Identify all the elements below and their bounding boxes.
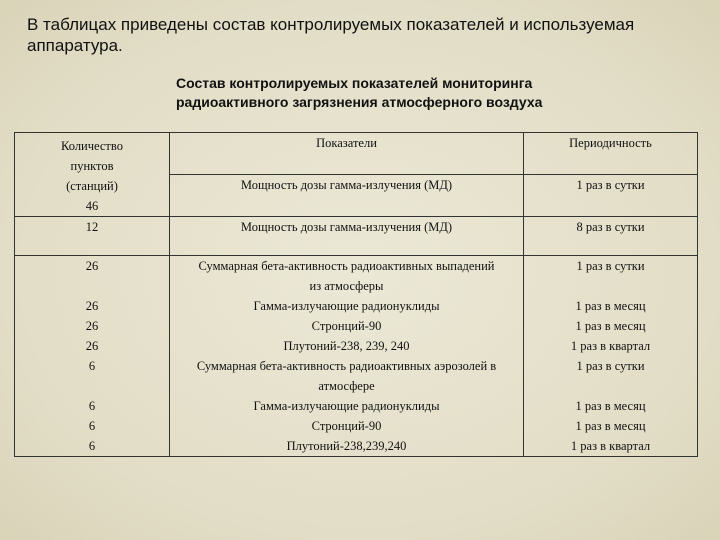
row-7-period: 1 раз в сутки	[524, 356, 698, 396]
row-3-period: 1 раз в сутки	[524, 256, 698, 297]
row-4-count: 26	[15, 296, 170, 316]
monitoring-table	[14, 132, 698, 457]
row-2-period: 8 раз в сутки	[524, 217, 698, 256]
header-period: Периодичность	[524, 133, 698, 175]
row-8-period: 1 раз в месяц	[524, 396, 698, 416]
row-2-indicator: Мощность дозы гамма-излучения (МД)	[170, 217, 524, 256]
row-5-period: 1 раз в месяц	[524, 316, 698, 336]
row-3-indicator-line-2: из атмосферы	[309, 279, 384, 293]
row-8-indicator: Гамма-излучающие радионуклиды	[170, 396, 524, 416]
row-1-indicator: Мощность дозы гамма-излучения (МД)	[170, 175, 524, 217]
header-count-line-1: Количество	[61, 139, 123, 153]
row-2-count: 12	[15, 217, 170, 256]
header-count-line-2: пунктов	[70, 159, 114, 173]
row-6-period: 1 раз в квартал	[524, 336, 698, 356]
row-9-count: 6	[15, 416, 170, 436]
row-9-period: 1 раз в месяц	[524, 416, 698, 436]
table-row	[15, 336, 698, 356]
row-5-count: 26	[15, 316, 170, 336]
table-row	[15, 436, 698, 457]
table-row	[15, 416, 698, 436]
header-indicator: Показатели	[170, 133, 524, 175]
row-1-count: 46	[85, 199, 99, 213]
row-9-indicator: Стронций-90	[170, 416, 524, 436]
header-count	[15, 133, 170, 217]
row-8-count: 6	[15, 396, 170, 416]
header-count-line-3: (станций)	[66, 179, 118, 193]
row-7-indicator-line-1: Суммарная бета-активность радиоактивных аэрозолей в	[196, 359, 497, 373]
row-4-indicator: Гамма-излучающие радионуклиды	[170, 296, 524, 316]
row-3-indicator	[170, 256, 524, 297]
row-6-count: 26	[15, 336, 170, 356]
table-row	[15, 396, 698, 416]
row-10-indicator: Плутоний-238,239,240	[170, 436, 524, 457]
table-row	[15, 217, 698, 256]
row-4-period: 1 раз в месяц	[524, 296, 698, 316]
table-header-row	[15, 133, 698, 175]
row-7-indicator	[170, 356, 524, 396]
table-caption	[176, 74, 656, 112]
table-row	[15, 356, 698, 396]
table-caption-line-1: Состав контролируемых показателей мониторинга	[176, 75, 533, 91]
table-row	[15, 296, 698, 316]
row-7-indicator-line-2: атмосфере	[318, 379, 375, 393]
table-row	[15, 256, 698, 297]
row-10-period: 1 раз в квартал	[524, 436, 698, 457]
row-10-count: 6	[15, 436, 170, 457]
intro-text: В таблицах приведены состав контролируемых показателей и используемая аппаратура.	[27, 15, 635, 55]
row-6-indicator: Плутоний-238, 239, 240	[170, 336, 524, 356]
row-3-indicator-line-1: Суммарная бета-активность радиоактивных выпадений	[198, 259, 495, 273]
row-7-count: 6	[15, 356, 170, 396]
table-row	[15, 316, 698, 336]
row-5-indicator: Стронций-90	[170, 316, 524, 336]
row-1-period: 1 раз в сутки	[524, 175, 698, 217]
row-3-count: 26	[15, 256, 170, 297]
table-caption-line-2: радиоактивного загрязнения атмосферного воздуха	[176, 94, 543, 110]
